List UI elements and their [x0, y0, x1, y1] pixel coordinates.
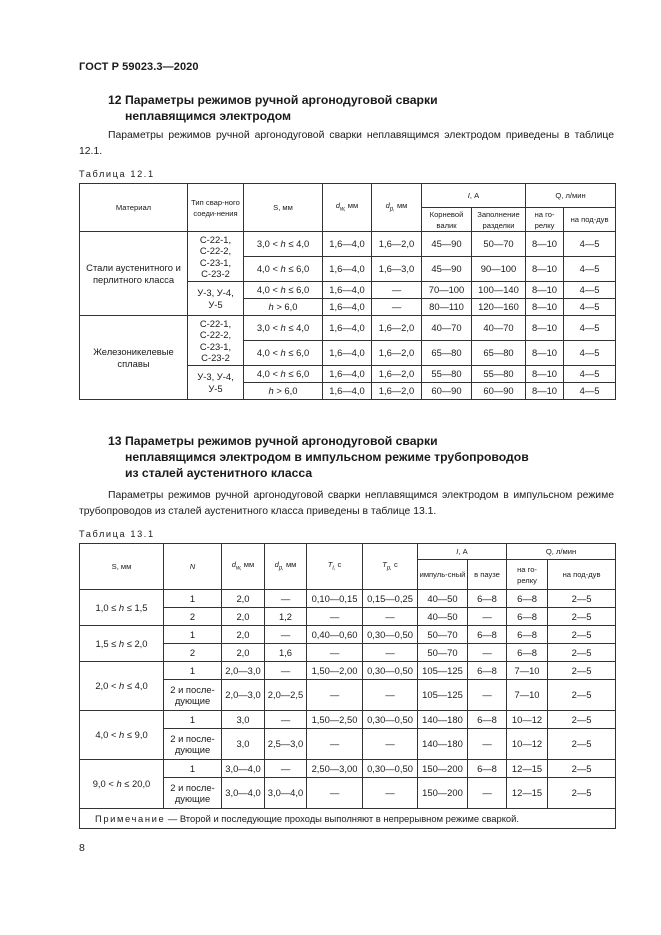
- torch-cell: 8—10: [526, 366, 564, 383]
- section-12-text: Параметры режимов ручной аргонодуговой сварки неплавящимся электродом приведены в таблице 12.1.: [79, 130, 614, 157]
- joint-type-cell: У-3, У-4, У-5: [188, 282, 244, 316]
- dp-cell: —: [372, 299, 422, 316]
- n-cell: 2 и после-дующие: [164, 778, 222, 809]
- dw-cell: 3,0: [222, 729, 265, 760]
- header-s: S, мм: [80, 544, 164, 590]
- dp-cell: 2,0—2,5: [265, 680, 307, 711]
- fill-cell: 90—100: [472, 257, 526, 282]
- section-12-title-line-1: 12 Параметры режимов ручной аргонодуговой сварки: [108, 93, 438, 107]
- table-12-1: [79, 183, 616, 400]
- dw-cell: 1,6—4,0: [323, 282, 372, 299]
- header-current: I, А: [422, 184, 526, 208]
- ti-cell: —: [307, 729, 363, 760]
- back-cell: 2—5: [548, 778, 616, 809]
- dw-cell: 2,0: [222, 608, 265, 626]
- s-cell: 3,0 < h ≤ 4,0: [244, 316, 323, 341]
- dp-cell: 1,6—2,0: [372, 316, 422, 341]
- header-backing: на под-дув: [548, 560, 616, 590]
- n-cell: 1: [164, 760, 222, 778]
- fill-cell: 60—90: [472, 383, 526, 400]
- section-12-paragraph: [79, 128, 614, 159]
- torch-cell: 6—8: [507, 626, 548, 644]
- pulse-cell: 150—200: [418, 760, 468, 778]
- torch-cell: 10—12: [507, 711, 548, 729]
- s-cell: 3,0 < h ≤ 4,0: [244, 232, 323, 257]
- torch-cell: 7—10: [507, 680, 548, 711]
- dw-cell: 3,0—4,0: [222, 760, 265, 778]
- section-13-title-line-2: неплавящимся электродом в импульсном режиме трубопроводов: [125, 450, 529, 464]
- header-dp: $d_{p,}$ мм: [265, 544, 307, 590]
- material-cell: Стали аустенитного и перлитного класса: [80, 232, 188, 316]
- s-cell: 2,0 < h ≤ 4,0: [80, 662, 164, 711]
- n-cell: 1: [164, 662, 222, 680]
- header-backing: на под-дув: [564, 208, 616, 232]
- header-pulse: импуль-сный: [418, 560, 468, 590]
- n-cell: 2: [164, 608, 222, 626]
- joint-type-cell: С-22-1, С-22-2, С-23-1, С-23-2: [188, 232, 244, 282]
- fill-cell: 100—140: [472, 282, 526, 299]
- dp-cell: 1,6—2,0: [372, 383, 422, 400]
- back-cell: 2—5: [548, 760, 616, 778]
- table-12-caption: Таблица 12.1: [79, 169, 155, 179]
- dp-cell: 1,6—2,0: [372, 341, 422, 366]
- s-cell: h > 6,0: [244, 299, 323, 316]
- pulse-cell: 105—125: [418, 662, 468, 680]
- pulse-cell: 140—180: [418, 711, 468, 729]
- tp-cell: —: [363, 680, 418, 711]
- table-13-1: [79, 543, 616, 829]
- back-cell: 4—5: [564, 299, 616, 316]
- pulse-cell: 40—50: [418, 590, 468, 608]
- table-row: [80, 316, 616, 341]
- back-cell: 4—5: [564, 282, 616, 299]
- torch-cell: 10—12: [507, 729, 548, 760]
- dw-cell: 1,6—4,0: [323, 316, 372, 341]
- root-cell: 45—90: [422, 232, 472, 257]
- dw-cell: 1,6—4,0: [323, 341, 372, 366]
- s-cell: 4,0 < h ≤ 6,0: [244, 341, 323, 366]
- tp-cell: 0,15—0,25: [363, 590, 418, 608]
- tp-cell: —: [363, 778, 418, 809]
- section-13-paragraph: [79, 488, 614, 519]
- section-12-title: [108, 92, 438, 124]
- header-root: Корневой валик: [422, 208, 472, 232]
- ti-cell: 1,50—2,50: [307, 711, 363, 729]
- dw-cell: 2,0: [222, 590, 265, 608]
- torch-cell: 6—8: [507, 608, 548, 626]
- header-s: S, мм: [244, 184, 323, 232]
- ti-cell: —: [307, 778, 363, 809]
- header-torch: на го-релку: [526, 208, 564, 232]
- header-pause: в паузе: [468, 560, 507, 590]
- dw-cell: 1,6—4,0: [323, 366, 372, 383]
- s-cell: 4,0 < h ≤ 6,0: [244, 366, 323, 383]
- dp-cell: 1,6: [265, 644, 307, 662]
- s-cell: h > 6,0: [244, 383, 323, 400]
- s-cell: 9,0 < h ≤ 20,0: [80, 760, 164, 809]
- tp-cell: 0,30—0,50: [363, 760, 418, 778]
- dp-cell: —: [372, 282, 422, 299]
- dw-cell: 2,0—3,0: [222, 662, 265, 680]
- table-row: [80, 232, 616, 257]
- pause-cell: 6—8: [468, 662, 507, 680]
- dw-cell: 3,0—4,0: [222, 778, 265, 809]
- torch-cell: 6—8: [507, 590, 548, 608]
- section-13-title: [108, 433, 529, 481]
- dp-cell: 2,5—3,0: [265, 729, 307, 760]
- torch-cell: 8—10: [526, 316, 564, 341]
- section-13-title-line-1: 13 Параметры режимов ручной аргонодуговой сварки: [108, 434, 438, 448]
- torch-cell: 8—10: [526, 341, 564, 366]
- root-cell: 45—90: [422, 257, 472, 282]
- joint-type-cell: С-22-1, С-22-2, С-23-1, С-23-2: [188, 316, 244, 366]
- fill-cell: 50—70: [472, 232, 526, 257]
- header-n: N: [164, 544, 222, 590]
- header-joint-type: Тип свар-ного соеди-нения: [188, 184, 244, 232]
- torch-cell: 6—8: [507, 644, 548, 662]
- section-13-title-line-3: из сталей аустенитного класса: [125, 466, 313, 480]
- torch-cell: 8—10: [526, 383, 564, 400]
- back-cell: 4—5: [564, 257, 616, 282]
- dp-cell: 1,6—2,0: [372, 366, 422, 383]
- n-cell: 2 и после-дующие: [164, 729, 222, 760]
- torch-cell: 8—10: [526, 282, 564, 299]
- back-cell: 4—5: [564, 383, 616, 400]
- back-cell: 2—5: [548, 680, 616, 711]
- dp-cell: —: [265, 760, 307, 778]
- pause-cell: —: [468, 680, 507, 711]
- dp-cell: —: [265, 711, 307, 729]
- back-cell: 2—5: [548, 608, 616, 626]
- ti-cell: 1,50—2,00: [307, 662, 363, 680]
- dw-cell: 2,0: [222, 626, 265, 644]
- header-fill: Заполнение разделки: [472, 208, 526, 232]
- dw-cell: 2,0: [222, 644, 265, 662]
- joint-type-cell: У-3, У-4, У-5: [188, 366, 244, 400]
- dw-cell: 2,0—3,0: [222, 680, 265, 711]
- ti-cell: —: [307, 608, 363, 626]
- pause-cell: 6—8: [468, 760, 507, 778]
- table-row: [80, 760, 616, 778]
- n-cell: 2 и после-дующие: [164, 680, 222, 711]
- header-current: I, А: [418, 544, 507, 560]
- root-cell: 60—90: [422, 383, 472, 400]
- ti-cell: 0,10—0,15: [307, 590, 363, 608]
- dp-cell: —: [265, 662, 307, 680]
- back-cell: 2—5: [548, 626, 616, 644]
- pulse-cell: 40—50: [418, 608, 468, 626]
- dw-cell: 1,6—4,0: [323, 257, 372, 282]
- back-cell: 2—5: [548, 729, 616, 760]
- table-note: [80, 809, 616, 829]
- back-cell: 2—5: [548, 662, 616, 680]
- dp-cell: 3,0—4,0: [265, 778, 307, 809]
- header-tp: $T_{p,}$ с: [363, 544, 418, 590]
- dw-cell: 1,6—4,0: [323, 232, 372, 257]
- pulse-cell: 150—200: [418, 778, 468, 809]
- torch-cell: 8—10: [526, 232, 564, 257]
- s-cell: 4,0 < h ≤ 6,0: [244, 282, 323, 299]
- header-dw: $d_{w,}$ мм: [323, 184, 372, 232]
- tp-cell: —: [363, 729, 418, 760]
- torch-cell: 12—15: [507, 760, 548, 778]
- tp-cell: 0,30—0,50: [363, 711, 418, 729]
- back-cell: 2—5: [548, 711, 616, 729]
- torch-cell: 12—15: [507, 778, 548, 809]
- pulse-cell: 50—70: [418, 644, 468, 662]
- pause-cell: 6—8: [468, 590, 507, 608]
- table-row: [80, 711, 616, 729]
- section-12-title-line-2: неплавящимся электродом: [125, 109, 291, 123]
- dp-cell: 1,6—3,0: [372, 257, 422, 282]
- pause-cell: —: [468, 778, 507, 809]
- note-label: Примечание: [95, 812, 166, 824]
- pause-cell: 6—8: [468, 626, 507, 644]
- table-13-caption: Таблица 13.1: [79, 529, 155, 539]
- n-cell: 1: [164, 590, 222, 608]
- fill-cell: 65—80: [472, 341, 526, 366]
- fill-cell: 55—80: [472, 366, 526, 383]
- dw-cell: 3,0: [222, 711, 265, 729]
- tp-cell: 0,30—0,50: [363, 662, 418, 680]
- back-cell: 4—5: [564, 341, 616, 366]
- ti-cell: —: [307, 680, 363, 711]
- pause-cell: 6—8: [468, 711, 507, 729]
- tp-cell: —: [363, 644, 418, 662]
- back-cell: 4—5: [564, 316, 616, 341]
- root-cell: 40—70: [422, 316, 472, 341]
- s-cell: 4,0 < h ≤ 6,0: [244, 257, 323, 282]
- n-cell: 1: [164, 711, 222, 729]
- back-cell: 2—5: [548, 644, 616, 662]
- header-gas: Q, л/мин: [526, 184, 616, 208]
- pulse-cell: 140—180: [418, 729, 468, 760]
- n-cell: 1: [164, 626, 222, 644]
- header-dp: $d_{p,}$ мм: [372, 184, 422, 232]
- back-cell: 4—5: [564, 232, 616, 257]
- section-13-text: Параметры режимов ручной аргонодуговой сварки неплавящимся электродом в импульсном режиме трубопроводов из сталей аустенитного класса приведены в таблице 13.1.: [79, 490, 614, 517]
- standard-number: ГОСТ Р 59023.3—2020: [79, 61, 199, 73]
- note-text: — Второй и последующие проходы выполняют в непрерывном режиме сваркой.: [165, 812, 519, 824]
- header-torch: на го-релку: [507, 560, 548, 590]
- n-cell: 2: [164, 644, 222, 662]
- dp-cell: —: [265, 626, 307, 644]
- pulse-cell: 50—70: [418, 626, 468, 644]
- root-cell: 55—80: [422, 366, 472, 383]
- pulse-cell: 105—125: [418, 680, 468, 711]
- header-gas: Q, л/мин: [507, 544, 616, 560]
- dp-cell: 1,2: [265, 608, 307, 626]
- back-cell: 4—5: [564, 366, 616, 383]
- torch-cell: 8—10: [526, 299, 564, 316]
- ti-cell: —: [307, 644, 363, 662]
- material-cell: Железоникелевые сплавы: [80, 316, 188, 400]
- fill-cell: 40—70: [472, 316, 526, 341]
- s-cell: 4,0 < h ≤ 9,0: [80, 711, 164, 760]
- header-material: Материал: [80, 184, 188, 232]
- pause-cell: —: [468, 608, 507, 626]
- header-dw: $d_{w,}$ мм: [222, 544, 265, 590]
- dp-cell: 1,6—2,0: [372, 232, 422, 257]
- back-cell: 2—5: [548, 590, 616, 608]
- fill-cell: 120—160: [472, 299, 526, 316]
- header-ti: $T_{i,}$ с: [307, 544, 363, 590]
- dw-cell: 1,6—4,0: [323, 383, 372, 400]
- root-cell: 70—100: [422, 282, 472, 299]
- dp-cell: —: [265, 590, 307, 608]
- dw-cell: 1,6—4,0: [323, 299, 372, 316]
- s-cell: 1,0 ≤ h ≤ 1,5: [80, 590, 164, 626]
- torch-cell: 8—10: [526, 257, 564, 282]
- ti-cell: 2,50—3,00: [307, 760, 363, 778]
- page-number: 8: [79, 842, 85, 854]
- s-cell: 1,5 ≤ h ≤ 2,0: [80, 626, 164, 662]
- ti-cell: 0,40—0,60: [307, 626, 363, 644]
- torch-cell: 7—10: [507, 662, 548, 680]
- tp-cell: —: [363, 608, 418, 626]
- tp-cell: 0,30—0,50: [363, 626, 418, 644]
- table-row: [80, 626, 616, 644]
- table-row: [80, 662, 616, 680]
- root-cell: 80—110: [422, 299, 472, 316]
- table-row: [80, 590, 616, 608]
- root-cell: 65—80: [422, 341, 472, 366]
- pause-cell: —: [468, 644, 507, 662]
- pause-cell: —: [468, 729, 507, 760]
